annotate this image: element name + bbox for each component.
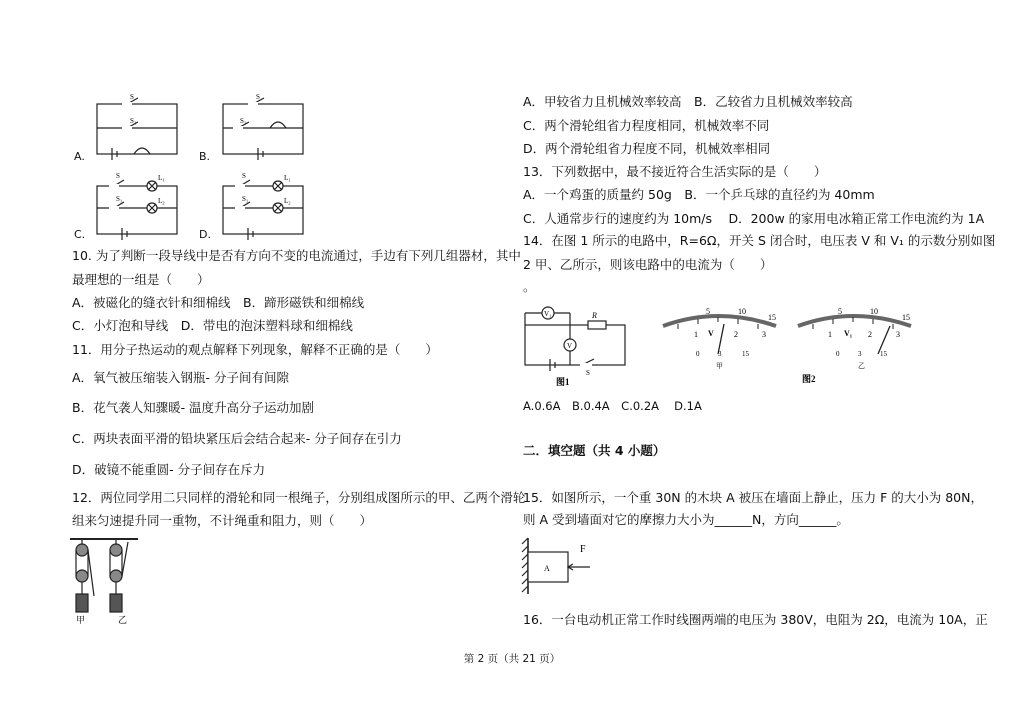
- question-11: 11．用分子热运动的观点解释下列现象，解释不正确的是（ ）: [72, 342, 438, 357]
- svg-text:L₁: L₁: [284, 174, 291, 182]
- resistor-label: R: [592, 311, 597, 320]
- svg-text:5: 5: [706, 307, 710, 316]
- question-10-line-2: 最理想的一组是（ ）: [72, 272, 210, 287]
- meter-label: V₁: [844, 329, 853, 338]
- question-10-option-ab: A．被磁化的缝衣针和细棉线 B．蹄形磁铁和细棉线: [72, 295, 365, 310]
- question-12-line-1: 12．两位同学用二只同样的滑轮和同一根绳子，分别组成图所示的甲、乙两个滑轮: [72, 490, 526, 505]
- svg-text:0: 0: [696, 350, 700, 358]
- question-12-line-2: 组来匀速提升同一重物，不计绳重和阻力，则（ ）: [72, 513, 373, 528]
- pulley-diagram: [68, 536, 148, 626]
- circuit-diagram-c: [92, 172, 192, 242]
- question-15-line-2: 则 A 受到墙面对它的摩擦力大小为______N，方向______。: [523, 512, 849, 527]
- section-2-heading: 二．填空题（共 4 小题）: [523, 443, 666, 458]
- svg-text:0: 0: [836, 350, 840, 358]
- switch-label: S₁: [130, 117, 137, 125]
- svg-text:S₁: S₁: [242, 195, 249, 203]
- force-label: F: [580, 544, 586, 555]
- question-14-options: A.0.6A B.0.4A C.0.2A D.1A: [523, 399, 702, 413]
- question-16: 16．一台电动机正常工作时线圈两端的电压为 380V，电阻为 2Ω，电流为 10A，正: [523, 612, 988, 627]
- pulley-label-yi: 乙: [118, 615, 128, 625]
- question-12-option-ab: A．甲较省力且机械效率较高 B．乙较省力且机械效率较高: [523, 94, 853, 109]
- svg-text:S₁: S₁: [240, 117, 247, 125]
- voltmeter-v-label: V: [567, 342, 573, 350]
- option-label: A.: [74, 150, 85, 163]
- svg-text:S: S: [116, 172, 120, 180]
- svg-text:S₁: S₁: [116, 195, 123, 203]
- svg-text:5: 5: [838, 307, 842, 316]
- svg-text:15: 15: [768, 313, 776, 322]
- svg-text:10: 10: [738, 307, 746, 316]
- figure-1-label: 图1: [556, 377, 570, 387]
- svg-text:1: 1: [694, 330, 698, 339]
- meter-label: V: [708, 329, 714, 338]
- question-12-option-d: D．两个滑轮组省力程度不同，机械效率相同: [523, 141, 771, 156]
- question-14-line-2: 2 甲、乙所示，则该电路中的电流为（ ）: [523, 257, 773, 272]
- svg-text:L₁: L₁: [158, 174, 165, 182]
- svg-text:L₂: L₂: [158, 197, 165, 205]
- voltmeter-v1-label: V₁: [544, 310, 552, 318]
- svg-text:L₂: L₂: [284, 197, 291, 205]
- figure-2-label: 图2: [802, 374, 816, 384]
- block-label: A: [544, 564, 550, 573]
- question-11-option-c: C．两块表面平滑的铅块紧压后会结合起来- 分子间存在引力: [72, 431, 402, 446]
- svg-text:3: 3: [858, 350, 862, 358]
- option-label: C.: [74, 228, 86, 241]
- pulley-label-jia: 甲: [76, 615, 86, 625]
- svg-text:15: 15: [902, 313, 910, 322]
- svg-text:2: 2: [734, 330, 738, 339]
- question-11-option-b: B．花气袭人知骤暖- 温度升高分子运动加剧: [72, 400, 315, 415]
- question-12-option-c: C．两个滑轮组省力程度相同，机械效率不同: [523, 118, 770, 133]
- circuit-diagram-b: [218, 92, 318, 162]
- svg-text:15: 15: [742, 350, 749, 358]
- option-label: B.: [199, 150, 211, 163]
- svg-text:15: 15: [880, 350, 887, 358]
- svg-text:3: 3: [762, 330, 766, 339]
- circuit-diagram-a: [92, 92, 192, 162]
- svg-text:2: 2: [868, 330, 872, 339]
- svg-text:S: S: [256, 93, 260, 101]
- svg-text:3: 3: [896, 330, 900, 339]
- figure-1-circuit: [520, 305, 640, 387]
- question-11-option-d: D．破镜不能重圆- 分子间存在斥力: [72, 462, 266, 477]
- svg-text:1: 1: [828, 330, 832, 339]
- svg-text:甲: 甲: [716, 362, 723, 370]
- question-15-line-1: 15．如图所示，一个重 30N 的木块 A 被压在墙面上静止，压力 F 的大小为 80N，: [523, 490, 983, 505]
- page-footer: 第 2 页（共 21 页）: [463, 653, 561, 665]
- circuit-diagram-d: [218, 172, 318, 242]
- question-11-option-a: A．氧气被压缩装入钢瓶- 分子间有间隙: [72, 370, 290, 385]
- figure-2-meters: [658, 304, 928, 386]
- svg-text:S: S: [242, 172, 246, 180]
- svg-text:乙: 乙: [858, 362, 865, 370]
- question-15-figure: [518, 536, 608, 596]
- switch-label: S: [130, 93, 134, 101]
- svg-text:10: 10: [870, 307, 878, 316]
- question-13: 13．下列数据中，最不接近符合生活实际的是（ ）: [523, 164, 827, 179]
- option-label: D.: [199, 228, 211, 241]
- question-14-line-3: 。: [523, 279, 536, 294]
- question-13-option-ab: A．一个鸡蛋的质量约 50g B．一个乒乓球的直径约为 40mm: [523, 187, 875, 202]
- question-13-option-cd: C．人通常步行的速度约为 10m/s D．200w 的家用电冰箱正常工作电流约为 1A: [523, 211, 985, 226]
- question-10-line-1: 10. 为了判断一段导线中是否有方向不变的电流通过，手边有下列几组器材，其中: [72, 248, 521, 263]
- question-14-line-1: 14．在图 1 所示的电路中，R=6Ω，开关 S 闭合时，电压表 V 和 V₁ 的示数分别如图: [523, 233, 996, 248]
- svg-text:3: 3: [718, 350, 722, 358]
- switch-label: S: [586, 369, 590, 377]
- question-10-option-cd: C．小灯泡和导线 D．带电的泡沫塑料球和细棉线: [72, 318, 353, 333]
